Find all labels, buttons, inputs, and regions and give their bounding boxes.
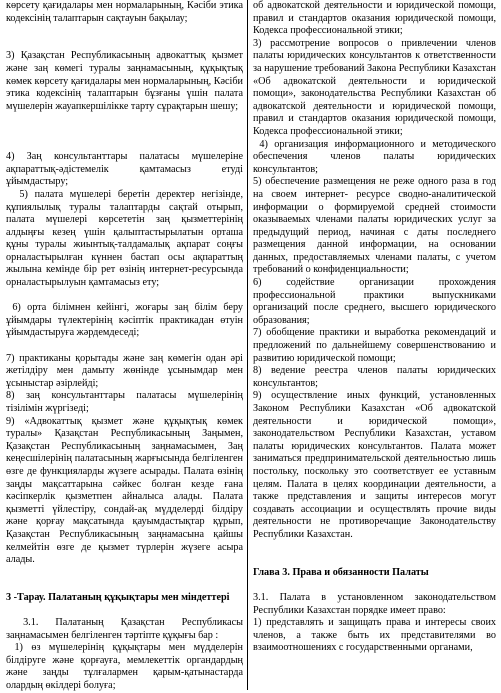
- blank-line: [6, 579, 243, 592]
- blank-line: [6, 25, 243, 38]
- russian-text-column: [248, 0, 500, 655]
- paragraph: 9) осуществление иных функций, установленных Законом Республики Казахстан «Об адвокатской деятельности и юридической помощи», законодательством Республики Казахстан, уставом палаты юридических консультантов. Палата может заниматься предпринимательской деятельностью лишь постольку, поскольку это соответствует ее уставным целям. Палата в целях координации деятельности, а также представления и защиты интересов могут создавать ассоциации и осуществлять прочие виды деятельности не противоречащие Законодательству Республики Казахстан.: [253, 390, 499, 540]
- blank-line: [6, 567, 243, 580]
- paragraph: об адвокатской деятельности и юридической помощи, правил и стандартов оказания юридической помощи, Кодекса профессиональной этики;: [253, 0, 499, 37]
- blank-line: [6, 139, 243, 152]
- blank-line: [253, 554, 496, 567]
- paragraph: 7) обобщение практики и выработка рекомендаций и предложений по дальнейшему совершенствованию и развитию юридической помощи;: [253, 327, 499, 364]
- paragraph: 3.1. Палата в установленном законодательством Республики Казахстан порядке имеет право:: [253, 591, 499, 616]
- paragraph: 3) рассмотрение вопросов о привлечении членов палаты юридических консультантов к ответственности за нарушение требований Закона Республики Казахстан «Об адвокатской деятельности и юридической помощи», законодательства Республики Казахстан об адвокатской деятельности и юридической помощи, правил и стандартов оказания юридической помощи, Кодекса профессиональной этики;: [253, 37, 499, 137]
- paragraph: 3) Қазақстан Республикасының адвокаттық қызмет және заң көмегі туралы заңнамасының, құқықтық көмек көрсету қағидалары мен нормаларының, Кәсіби этика кодексінің талаптарын бұзғаны үшін палата мүшелерін жауапкершілікке тарту сұрақтарын шешу;: [6, 50, 246, 112]
- paragraph: 4) организация информационного и методического обеспечения членов палаты юридических консультантов;: [253, 138, 499, 175]
- paragraph: 6) содействие организации прохождения профессиональной практики выпускниками организаций после среднего, высшего юридического образования;: [253, 277, 499, 326]
- section-heading: 3 -Тарау. Палатаның құқықтары мен міндеттері: [6, 591, 230, 603]
- paragraph: 4) Заң консультанттары палатасы мүшелеріне ақпараттық-әдістемелік қамтамасыз етуді ұйымдастыру;: [6, 151, 246, 188]
- paragraph: көрсету қағидалары мен нормаларының, Кәсіби этика кодексінің талаптарын сақтауын бақылау;: [6, 0, 246, 24]
- blank-line: [6, 113, 243, 126]
- blank-line: [6, 38, 243, 51]
- paragraph: 7) практиканы қорытады және заң көмегін одан әрі жетілдіру мен дамыту жөнінде ұсынымдар мен ұсыныстар әзірлейді;: [6, 352, 246, 389]
- paragraph: 1) представлять и защищать права и интересы своих членов, а также быть их представителями во взаимоотношениях с государственными органами,: [253, 617, 499, 654]
- section-heading: Глава 3. Права и обязанности Палаты: [253, 566, 429, 578]
- paragraph: 8) заң консультанттары палатасы мүшелерінің тізілімін жүргізеді;: [6, 390, 246, 414]
- paragraph: 1) өз мүшелерінің құқықтары мен мүдделерін білдіруге және қорғауға, мемлекеттік органдардың және заңды тұлғалармен қарым-қатынастарда олардың өкілдері болуға;: [6, 642, 246, 692]
- blank-line: [6, 126, 243, 139]
- blank-line: [6, 605, 243, 618]
- paragraph: 8) ведение реестра членов палаты юридических консультантов;: [253, 365, 499, 389]
- paragraph: 6) орта білімнен кейінгі, жоғары заң білім беру ұйымдары түлектерінің кәсіптік практикадан өтуін ұйымдастыруға жәрдемдеседі;: [6, 302, 246, 339]
- blank-line: [6, 290, 243, 303]
- blank-line: [253, 579, 496, 592]
- paragraph: 9) «Адвокаттық қызмет және құқықтық көмек туралы» Қазақстан Республикасының Заңымен, Қазақстан Республикасының заңнамасымен, Заң кеңесшілерінің палатасының жарғысында белгіленген өзге де функцияларды жүзеге асырады. Палата өзінің заңды мақсаттарына сәйкес болған кезде ғана кәсіпкерлік қызметпен айналыса алады. Палата қызметті үйлестіру, сондай-ақ мүдделерді білдіру және қорғау мақсатында қауымдастықтар құрып, Қазақстан Республикасының заңнамасына қайшы келмейтін өзге де қызмет түрлерін жүзеге асыра алады.: [6, 415, 246, 566]
- blank-line: [253, 542, 496, 555]
- kazakh-text-column: [3, 0, 247, 693]
- blank-line: [6, 340, 243, 353]
- paragraph: 3.1. Палатаның Қазақстан Республикасы заңнамасымен белгіленген тәртіпте құқығы бар :: [6, 617, 246, 641]
- paragraph: 5) обеспечение размещения не реже одного раза в год на своем интернет- ресурсе сводно-аналитической информации о формируемой средней стоимости оказываемых членами палаты юридических услуг за предыдущий период, начиная с даты последнего размещения данной информации, на основании данных, предоставляемых членами палаты, с учетом требований о конфиденциальности;: [253, 176, 499, 276]
- paragraph: 5) палата мүшелері беретін деректер негізінде, құпиялылық туралы талаптарды сақтай отырып, палата мүшелері көрсететін заң қызметтерінің алдыңғы кезең үшін қалыптастырылатын орташа құны туралы жиынтық-талдамалық ақпарат соңғы орналастырылған күннен бастап осы ақпараттың жылына кемінде бір рет өзінің интернет-ресурсында орналастырылуын қамтамасыз ету;: [6, 188, 246, 289]
